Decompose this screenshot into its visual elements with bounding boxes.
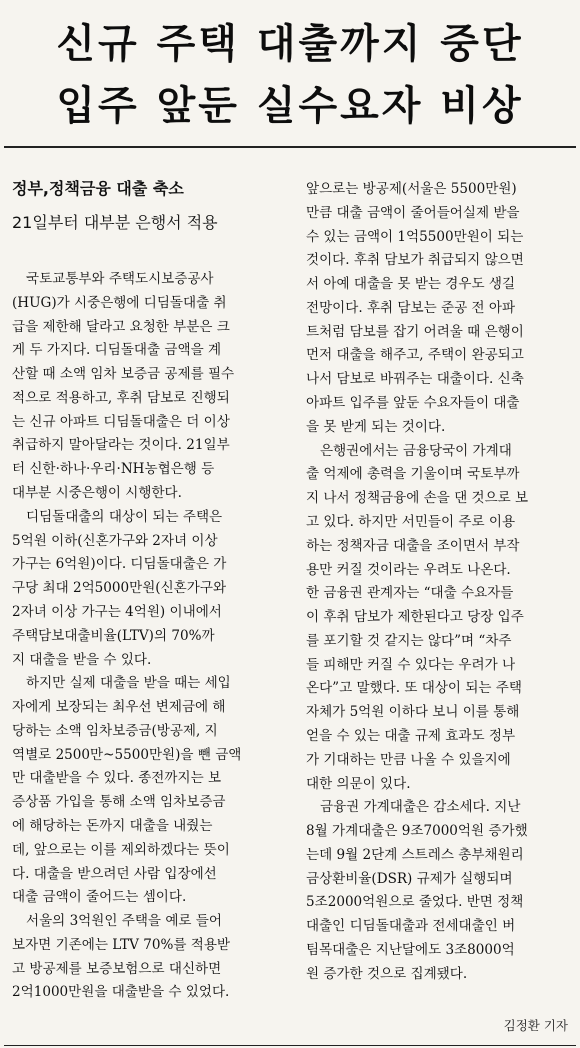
body-line: 은행권에서는 금융당국이 가계대 [320,442,512,459]
body-line: 이 후취 담보가 제한된다고 당장 입주 [306,609,524,626]
body-line: 에 해당하는 돈까지 대출을 내줬는 [12,817,213,834]
body-line: 얻을 수 있는 대출 규제 효과도 정부 [306,727,516,744]
body-line: 5억원 이하(신혼가구와 2자녀 이상 [12,532,218,549]
body-line: 산할 때 소액 임차 보증금 공제를 필수 [12,366,235,383]
subheadline-secondary: 21일부터 대부분 은행서 적용 [12,213,218,232]
body-line: 금융권 가계대출은 감소세다. 지난 [320,799,521,816]
byline: 김정환 기자 [503,1018,568,1033]
body-line: 것이다. 후취 담보가 취급되지 않으면 [306,252,524,269]
body-line: 용만 커질 것이라는 우려도 나온다. [306,561,511,578]
subheadline-primary: 정부,정책금융 대출 축소 [12,179,184,198]
body-line: 만 대출받을 수 있다. 종전까지는 보 [12,770,222,787]
body-line: 을 못 받게 되는 것이다. [306,418,446,435]
right-body-text [306,178,578,987]
body-line: 는 신규 아파트 디딤돌대출은 더 이상 [12,413,230,430]
body-line: 트처럼 담보를 잡기 어려울 때 은행이 [306,323,524,340]
body-line: 지 나서 정책금융에 손을 댄 것으로 보 [306,490,529,507]
body-line: 보자면 기존에는 LTV 70%를 적용받 [12,936,230,953]
body-line: 앞으로는 방공제(서울은 5500만원) [306,181,517,197]
body-line: 한 금융권 관계자는 “대출 수요자들 [306,585,514,602]
body-line: 만큼 대출 금액이 줄어들어실제 받을 [306,204,520,221]
article-column-left [12,178,284,1005]
body-line: 고 있다. 하지만 서민들이 주로 이용 [306,513,516,530]
body-line: 2자녀 이상 가구는 4억원) 이내에서 [12,603,222,620]
body-line: 2억1000만원을 대출받을 수 있었다. [12,984,230,1001]
body-line: 가구는 6억원)이다. 디딤돌대출은 가 [12,556,227,573]
body-line: 주택담보대출비율(LTV)의 70%까 [12,627,215,644]
body-line: 가 기대하는 만큼 나올 수 있을지에 [306,751,511,768]
body-line: 구당 최대 2억5000만원(신혼가구와 [12,580,227,597]
body-line: 데, 앞으로는 이를 제외하겠다는 뜻이 [12,841,230,858]
headline-line-2: 입주 앞둔 실수요자 비상 [56,83,524,129]
body-line: 대출 금액이 줄어드는 셈이다. [12,889,187,906]
body-line: 아파트 입주를 앞둔 수요자들이 대출 [306,395,520,412]
body-line: 서 아예 대출을 못 받는 경우도 생길 [306,276,516,293]
body-line: 하는 정책자금 대출을 조이면서 부작 [306,537,520,554]
body-line: 팀목대출은 지난달에도 3조8000억 [306,942,515,958]
body-line: 온다”고 말했다. 또 대상이 되는 주택 [306,680,522,697]
body-line: 자체가 5억원 이하다 보니 이를 통해 [306,704,520,721]
body-line: 다. 대출을 받으려던 사람 입장에선 [12,865,217,882]
body-line: 금상환비율(DSR) 규제가 실행되며 [306,870,513,887]
body-line: 들 피해만 커질 수 있다는 우려가 나 [306,656,516,673]
body-line: 터 신한·하나·우리·NH농협은행 등 [12,461,215,478]
bottom-border [4,1045,576,1046]
headline-line-1: 신규 주택 대출까지 중단 [56,21,524,67]
body-line: 나서 담보로 바꿔주는 대출이다. 신축 [306,371,524,388]
body-line: 수 있는 금액이 1억5500만원이 되는 [306,228,524,245]
body-line: 대부분 시중은행이 시행한다. [12,485,182,502]
headline-divider [4,146,576,148]
body-line: (HUG)가 시중은행에 디딤돌대출 취 [12,294,227,311]
body-line: 증상품 가입을 통해 소액 임차보증금 [12,794,226,811]
body-line: 지 대출을 받을 수 있다. [12,651,152,668]
body-line: 대출인 디딤돌대출과 전세대출인 버 [306,918,516,935]
body-line: 전망이다. 후취 담보는 준공 전 아파 [306,299,516,316]
body-line: 고 방공제를 보증보험으로 대신하면 [12,960,222,977]
body-line: 디딤돌대출의 대상이 되는 주택은 [26,508,223,525]
article-column-right [306,178,578,987]
body-line: 하지만 실제 대출을 받을 때는 세입 [26,675,231,692]
body-line: 는데 9월 2단계 스트레스 총부채원리 [306,846,524,863]
body-line: 서울의 3억원인 주택을 예로 들어 [26,913,222,930]
body-line: 자에게 보장되는 최우선 변제금에 해 [12,699,226,716]
body-line: 먼저 대출을 해주고, 주택이 완공되고 [306,347,524,364]
body-line: 취급하지 말아달라는 것이다. 21일부 [12,437,230,454]
body-line: 당하는 소액 임차보증금(방공제, 지 [12,722,218,739]
body-line: 출 억제에 총력을 기울이며 국토부까 [306,466,520,483]
body-line: 원 증가한 것으로 집계됐다. [306,965,468,982]
body-line: 게 두 가지다. 디딤돌대출 금액을 계 [12,342,222,359]
body-line: 적으로 적용하고, 후취 담보로 진행되 [12,389,230,406]
body-line: 역별로 2500만~5500만원)을 뺀 금액 [12,746,242,763]
body-line: 국토교통부와 주택도시보증공사 [26,271,214,287]
body-line: 대한 의문이 있다. [306,775,411,792]
body-line: 급을 제한해 달라고 요청한 부분은 크 [12,318,230,335]
body-line: 를 포기할 것 같지는 않다”며 “차주 [306,632,512,649]
body-line: 8월 가계대출은 9조7000억원 증가했 [306,823,528,840]
left-body-text [12,268,284,1005]
body-line: 5조2000억원으로 줄었다. 반면 정책 [306,894,524,911]
